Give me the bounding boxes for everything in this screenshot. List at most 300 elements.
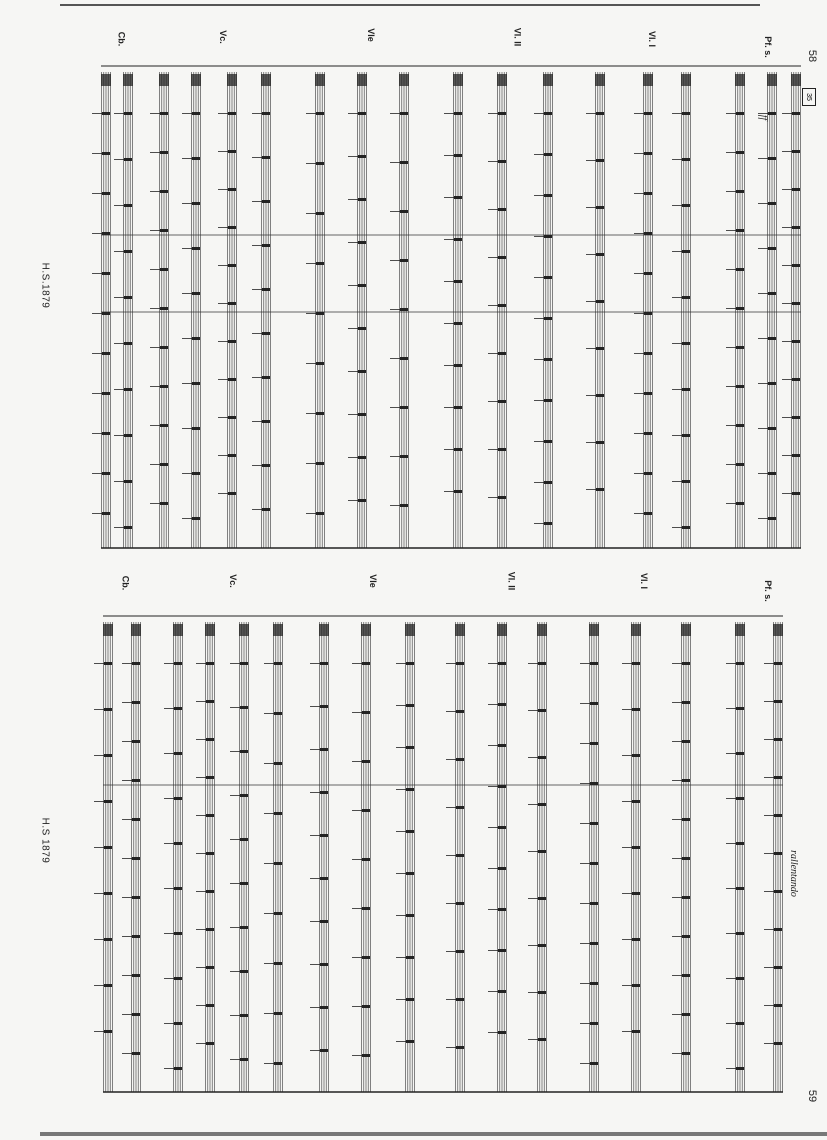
system2-note xyxy=(498,662,506,665)
system1-note xyxy=(400,112,408,115)
system2-note xyxy=(538,803,546,806)
system2-note xyxy=(104,892,112,895)
system1-note xyxy=(192,112,200,115)
system2-note xyxy=(174,797,182,800)
system2-clef xyxy=(681,624,691,636)
system1-note xyxy=(124,250,132,253)
system2-clef xyxy=(103,624,113,636)
system1-note xyxy=(596,112,604,115)
system1-note xyxy=(498,160,506,163)
system1-note xyxy=(596,159,604,162)
system1-clef xyxy=(453,74,463,86)
system1-note xyxy=(768,517,776,520)
system1-note xyxy=(228,492,236,495)
system1-note xyxy=(228,378,236,381)
system2-note xyxy=(736,932,744,935)
system2-clef xyxy=(173,624,183,636)
label-cello-system1: Vc. xyxy=(217,30,228,44)
system1-note xyxy=(792,378,800,381)
label-violin2-system1: Vl. II xyxy=(512,27,523,47)
system1-note xyxy=(192,247,200,250)
publisher-plate-top: H.S.1879 xyxy=(39,262,51,309)
system2-note xyxy=(132,740,140,743)
system2-clef xyxy=(589,624,599,636)
system1-note xyxy=(228,264,236,267)
system1-note xyxy=(358,370,366,373)
system1-note xyxy=(316,362,324,365)
system2-note xyxy=(498,703,506,706)
page-number-right: 59 xyxy=(806,1089,819,1103)
system2-note xyxy=(320,705,328,708)
system2-note xyxy=(682,818,690,821)
system2-note xyxy=(320,791,328,794)
system2-note xyxy=(104,1030,112,1033)
system2-note xyxy=(590,1062,598,1065)
system1-note xyxy=(768,247,776,250)
system1-note xyxy=(596,347,604,350)
system1-note xyxy=(736,229,744,232)
system1-note xyxy=(102,232,110,235)
system1-note xyxy=(400,504,408,507)
system2-note xyxy=(406,788,414,791)
system1-note xyxy=(768,382,776,385)
system1-note xyxy=(682,158,690,161)
system1-note xyxy=(544,112,552,115)
system1-note xyxy=(228,340,236,343)
system1-note xyxy=(736,463,744,466)
system2-note xyxy=(206,738,214,741)
system1-note xyxy=(768,337,776,340)
system2-note xyxy=(240,882,248,885)
system2-note xyxy=(240,794,248,797)
system1-note xyxy=(596,300,604,303)
system1-note xyxy=(192,337,200,340)
system2-note xyxy=(682,857,690,860)
system1-note xyxy=(792,416,800,419)
system2-note xyxy=(774,928,782,931)
system2-note xyxy=(104,938,112,941)
system2-note xyxy=(206,814,214,817)
system1-note xyxy=(262,200,270,203)
rehearsal-mark: 35 xyxy=(802,88,816,106)
system1-note xyxy=(682,204,690,207)
system2-note xyxy=(590,742,598,745)
system2-note xyxy=(498,990,506,993)
label-cello-system2: Vc. xyxy=(227,574,238,588)
system2-note xyxy=(362,956,370,959)
system1-note xyxy=(316,312,324,315)
system2-note xyxy=(736,752,744,755)
system1-note xyxy=(262,420,270,423)
system2-note xyxy=(682,935,690,938)
system2-note xyxy=(132,662,140,665)
system1-note xyxy=(454,280,462,283)
system1-note xyxy=(792,188,800,191)
system1-note xyxy=(316,512,324,515)
system1-note xyxy=(160,307,168,310)
system2-note xyxy=(174,1067,182,1070)
system2-clef xyxy=(319,624,329,636)
label-piano-system1: Pf. s. xyxy=(762,36,773,58)
system2-note xyxy=(590,902,598,905)
system2-note xyxy=(682,662,690,665)
system1-clef xyxy=(735,74,745,86)
system2-note xyxy=(632,708,640,711)
system2-note xyxy=(132,974,140,977)
system1-clef xyxy=(315,74,325,86)
system1-note xyxy=(358,198,366,201)
system1-note xyxy=(544,194,552,197)
system1-note xyxy=(454,490,462,493)
system2-note xyxy=(590,782,598,785)
system1-note xyxy=(160,190,168,193)
system1-note xyxy=(358,241,366,244)
system1-note xyxy=(454,154,462,157)
system2-note xyxy=(362,907,370,910)
system2-note xyxy=(206,776,214,779)
system2-note xyxy=(206,700,214,703)
system1-note xyxy=(262,244,270,247)
system2-note xyxy=(736,662,744,665)
system2-note xyxy=(498,867,506,870)
system1-note xyxy=(454,238,462,241)
system2-note xyxy=(632,662,640,665)
publisher-plate-bottom: H.S 1879 xyxy=(39,817,51,864)
system1-note xyxy=(544,317,552,320)
system1-clef xyxy=(227,74,237,86)
system1-note xyxy=(498,304,506,307)
system1-note xyxy=(544,440,552,443)
system1-note xyxy=(316,112,324,115)
system2-note xyxy=(240,750,248,753)
system2-note xyxy=(590,822,598,825)
system2-note xyxy=(274,1012,282,1015)
system1-note xyxy=(498,208,506,211)
system2-note xyxy=(132,857,140,860)
system2-note xyxy=(320,920,328,923)
system2-note xyxy=(362,858,370,861)
system2-note xyxy=(240,1014,248,1017)
system1-note xyxy=(192,157,200,160)
system2-note xyxy=(538,756,546,759)
system1-note xyxy=(160,151,168,154)
system1-note xyxy=(682,434,690,437)
system2-note xyxy=(274,762,282,765)
system1-note xyxy=(768,472,776,475)
system1-note xyxy=(358,327,366,330)
system2-note xyxy=(774,852,782,855)
system1-note xyxy=(736,502,744,505)
system1-clef xyxy=(595,74,605,86)
system1-note xyxy=(644,392,652,395)
system2-note xyxy=(274,712,282,715)
system2-note xyxy=(274,812,282,815)
system1-note xyxy=(644,152,652,155)
system2-note xyxy=(682,701,690,704)
system2-note xyxy=(538,850,546,853)
system2-note xyxy=(104,708,112,711)
system2-note xyxy=(362,662,370,665)
system1-note xyxy=(316,162,324,165)
system2-note xyxy=(498,1031,506,1034)
system1-clef xyxy=(791,74,801,86)
system1-note xyxy=(498,400,506,403)
system1-note xyxy=(102,352,110,355)
system1-note xyxy=(358,499,366,502)
system2-clef xyxy=(273,624,283,636)
system2-note xyxy=(274,962,282,965)
system1-note xyxy=(792,264,800,267)
system2-note xyxy=(406,872,414,875)
system1-note xyxy=(644,512,652,515)
system2-clef xyxy=(131,624,141,636)
system1-note xyxy=(768,292,776,295)
system2-note xyxy=(538,991,546,994)
system1-note xyxy=(192,427,200,430)
system2-note xyxy=(362,760,370,763)
system2-note xyxy=(406,746,414,749)
system2-note xyxy=(406,830,414,833)
system1-note xyxy=(498,352,506,355)
system2-note xyxy=(682,1052,690,1055)
system2-note xyxy=(632,846,640,849)
system1-note xyxy=(262,332,270,335)
system2-note xyxy=(456,662,464,665)
system2-note xyxy=(498,826,506,829)
system2-note xyxy=(774,738,782,741)
system1-note xyxy=(124,204,132,207)
system1-note xyxy=(316,212,324,215)
system2-note xyxy=(590,982,598,985)
system1-note xyxy=(644,272,652,275)
tempo-rallentando: rallentando xyxy=(787,850,799,897)
system2-note xyxy=(736,1067,744,1070)
system2-clef xyxy=(735,624,745,636)
system1-note xyxy=(644,472,652,475)
system1-note xyxy=(682,296,690,299)
system2-note xyxy=(406,956,414,959)
system1-note xyxy=(358,284,366,287)
system1-note xyxy=(400,210,408,213)
label-bass-system1: Cb. xyxy=(116,31,127,47)
system2-note xyxy=(174,842,182,845)
system2-note xyxy=(274,1062,282,1065)
system2-note xyxy=(174,977,182,980)
system1-note xyxy=(102,112,110,115)
system1-note xyxy=(228,150,236,153)
system1-note xyxy=(316,462,324,465)
system2-note xyxy=(590,942,598,945)
system1-note xyxy=(736,346,744,349)
system2-note xyxy=(774,966,782,969)
label-bass-system2: Cb. xyxy=(120,575,131,591)
system2-note xyxy=(320,1006,328,1009)
system1-note xyxy=(644,112,652,115)
system1-note xyxy=(792,150,800,153)
system2-note xyxy=(590,862,598,865)
system1-note xyxy=(262,464,270,467)
system1-note xyxy=(544,399,552,402)
system2-note xyxy=(456,854,464,857)
system1-note xyxy=(736,424,744,427)
system2-note xyxy=(590,662,598,665)
system2-note xyxy=(174,707,182,710)
system2-note xyxy=(736,842,744,845)
system1-note xyxy=(454,406,462,409)
system1-note xyxy=(768,427,776,430)
system2-note xyxy=(774,1042,782,1045)
system1-clef xyxy=(543,74,553,86)
system1-note xyxy=(736,268,744,271)
system1-note xyxy=(644,312,652,315)
system1-note xyxy=(454,322,462,325)
system2-note xyxy=(632,800,640,803)
system1-note xyxy=(102,512,110,515)
system2-note xyxy=(682,896,690,899)
system2-note xyxy=(240,926,248,929)
system2-note xyxy=(240,1058,248,1061)
system2-note xyxy=(538,944,546,947)
system2-note xyxy=(774,776,782,779)
label-piano-system2: Pf. s. xyxy=(762,580,773,602)
system1-note xyxy=(160,463,168,466)
system1-note xyxy=(454,196,462,199)
system2-note xyxy=(682,1013,690,1016)
system2-note xyxy=(320,748,328,751)
system2-note xyxy=(206,1004,214,1007)
system1-note xyxy=(124,388,132,391)
system1-clef xyxy=(399,74,409,86)
system2-clef xyxy=(405,624,415,636)
system2-note xyxy=(320,877,328,880)
system1-note xyxy=(544,358,552,361)
system2-note xyxy=(104,800,112,803)
system2-note xyxy=(538,709,546,712)
system1-note xyxy=(544,235,552,238)
system2-note xyxy=(774,700,782,703)
system1-note xyxy=(102,192,110,195)
system2-note xyxy=(174,932,182,935)
system2-note xyxy=(682,974,690,977)
system1-note xyxy=(358,456,366,459)
system2-note xyxy=(456,710,464,713)
system2-note xyxy=(104,846,112,849)
system2-note xyxy=(274,912,282,915)
system1-note xyxy=(454,112,462,115)
system2-note xyxy=(632,892,640,895)
system1-note xyxy=(544,481,552,484)
system1-note xyxy=(192,472,200,475)
system2-note xyxy=(456,998,464,1001)
system2-note xyxy=(104,754,112,757)
system2-note xyxy=(456,902,464,905)
system1-note xyxy=(736,385,744,388)
system2-note xyxy=(206,966,214,969)
system2-note xyxy=(174,887,182,890)
system2-note xyxy=(206,662,214,665)
system1-note xyxy=(544,153,552,156)
label-violin1-system1: Vl. I xyxy=(647,30,658,48)
system1-note xyxy=(316,262,324,265)
system2-note xyxy=(498,949,506,952)
system1-note xyxy=(644,232,652,235)
system1-note xyxy=(596,394,604,397)
system1-note xyxy=(160,346,168,349)
system2-note xyxy=(774,662,782,665)
system1-note xyxy=(262,288,270,291)
system2-note xyxy=(406,998,414,1001)
system1-note xyxy=(160,229,168,232)
system2-note xyxy=(632,938,640,941)
system1-note xyxy=(400,308,408,311)
system2-note xyxy=(406,662,414,665)
system2-note xyxy=(320,963,328,966)
system1-note xyxy=(102,392,110,395)
system1-note xyxy=(124,112,132,115)
system2-note xyxy=(320,662,328,665)
system2-note xyxy=(406,704,414,707)
system2-note xyxy=(682,740,690,743)
system1-note xyxy=(262,112,270,115)
system2-note xyxy=(498,785,506,788)
system1-note xyxy=(792,302,800,305)
system2-note xyxy=(174,752,182,755)
system2-note xyxy=(362,809,370,812)
system1-note xyxy=(544,522,552,525)
system1-clef xyxy=(681,74,691,86)
system1-note xyxy=(736,112,744,115)
system2-note xyxy=(406,914,414,917)
system1-note xyxy=(160,385,168,388)
system1-clef xyxy=(159,74,169,86)
system2-note xyxy=(240,838,248,841)
system2-clef xyxy=(361,624,371,636)
system2-note xyxy=(682,779,690,782)
system2-note xyxy=(590,702,598,705)
system2-note xyxy=(736,797,744,800)
system1-clef xyxy=(123,74,133,86)
system1-note xyxy=(498,448,506,451)
system2-clef xyxy=(773,624,783,636)
system1-note xyxy=(736,307,744,310)
system1-note xyxy=(682,112,690,115)
system2-clef xyxy=(631,624,641,636)
system1-note xyxy=(228,454,236,457)
system1-note xyxy=(192,382,200,385)
system1-note xyxy=(596,206,604,209)
system2-note xyxy=(362,711,370,714)
system2-note xyxy=(632,984,640,987)
system2-note xyxy=(590,1022,598,1025)
system1-note xyxy=(124,342,132,345)
system2-note xyxy=(240,706,248,709)
system1-note xyxy=(454,364,462,367)
system2-note xyxy=(362,1005,370,1008)
system2-clef xyxy=(497,624,507,636)
system2-note xyxy=(206,852,214,855)
system2-note xyxy=(774,890,782,893)
system1-note xyxy=(400,259,408,262)
system1-note xyxy=(400,357,408,360)
system1-note xyxy=(160,424,168,427)
system1-note xyxy=(160,268,168,271)
system2-note xyxy=(320,834,328,837)
system2-note xyxy=(736,977,744,980)
system2-note xyxy=(274,662,282,665)
system1-note xyxy=(400,161,408,164)
system1-note xyxy=(228,226,236,229)
system2-note xyxy=(132,818,140,821)
